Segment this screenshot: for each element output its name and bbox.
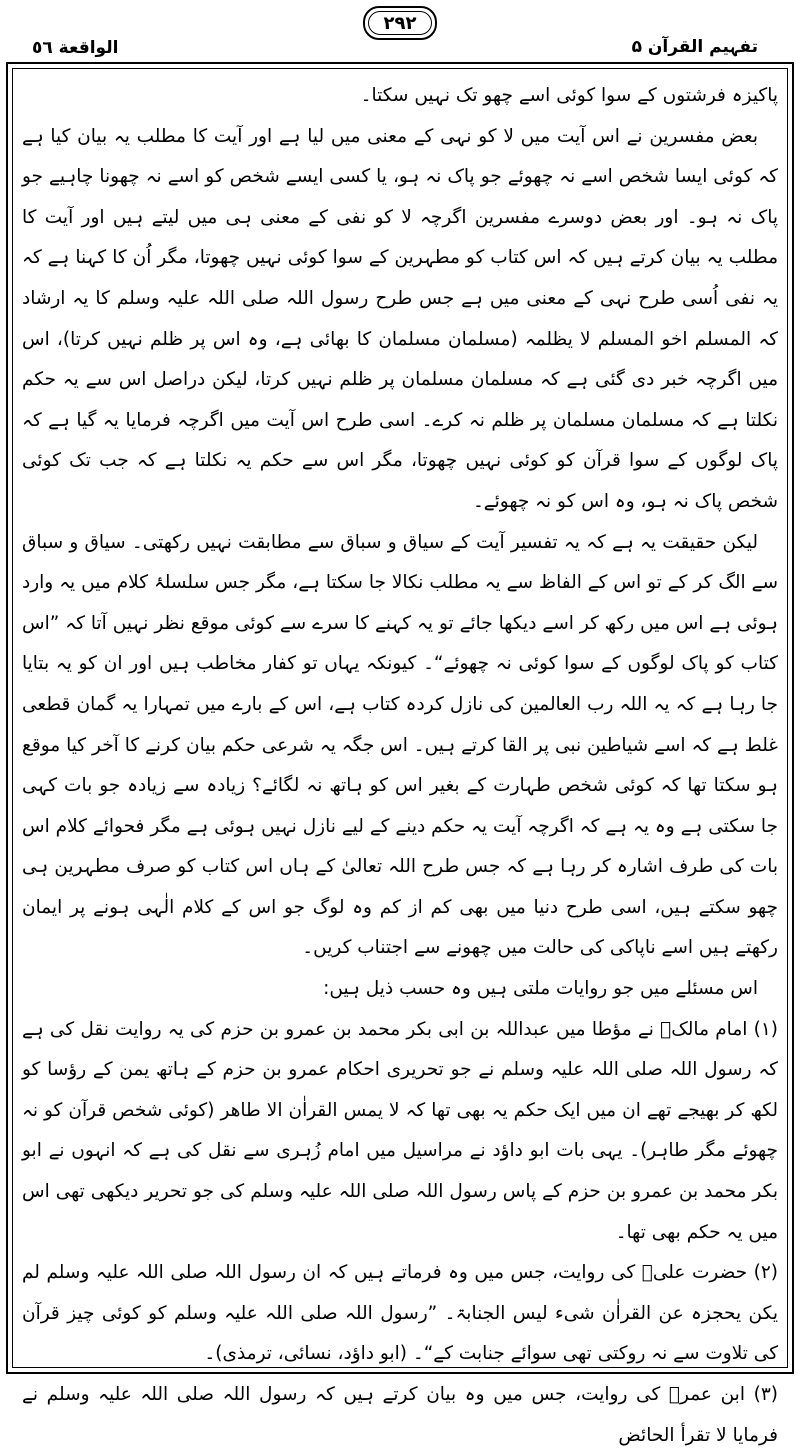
book-title: تفہیم القرآن ۵ bbox=[631, 37, 758, 57]
page-number-ornament bbox=[363, 6, 437, 40]
page-number: ٢٩٢ bbox=[383, 12, 417, 34]
page-body bbox=[22, 76, 778, 1446]
paragraph-context: لیکن حقیقت یہ ہے کہ یہ تفسیر آیت کے سیاق و سباق سے مطابقت نہیں رکھتی۔ سیاق و سباق سے الگ کر کے تو اس کے الفاظ سے یہ مطلب نکالا جا سکتا ہے، مگر جس سلسلۂ کلام میں یہ وارد ہوئی ہے اس میں رکھ کر اسے دیکھا جائے تو یہ کہنے کا سرے سے کوئی موقع نظر نہیں آتا کہ ”اس کتاب کو پاک لوگوں کے سوا کوئی نہ چھوئے“۔ کیونکہ یہاں تو کفار مخاطب ہیں اور ان کو یہ بتایا جا رہا ہے کہ یہ اللہ رب العالمین کی نازل کردہ کتاب ہے، اس کے بارے میں تمہارا یہ گمان قطعی غلط ہے کہ اسے شیاطین نبی پر القا کرتے ہیں۔ اس جگہ یہ شرعی حکم بیان کرنے کا آخر کیا موقع ہو سکتا تھا کہ کوئی شخص طہارت کے بغیر اس کو ہاتھ نہ لگائے؟ زیادہ سے زیادہ جو بات کہی جا سکتی ہے وہ یہ ہے کہ اگرچہ آیت یہ حکم دینے کے لیے نازل نہیں ہوئی ہے مگر فحوائے کلام اس بات کی طرف اشارہ کر رہا ہے کہ جس طرح اللہ تعالیٰ کے ہاں اس کتاب کو صرف مطہرین ہی چھو سکتے ہیں، اسی طرح دنیا میں بھی کم از کم وہ لوگ جو اس کے کلام الٰہی ہونے پر ایمان رکھتے ہیں اسے ناپاکی کی حالت میں چھونے سے اجتناب کریں۔ bbox=[22, 531, 778, 959]
page-header bbox=[0, 0, 800, 60]
narration-2: (۲) حضرت علیؓ کی روایت، جس میں وہ فرماتے ہیں کہ ان رسول اللہ صلی اللہ علیہ وسلم لم یکن یحجزہ عن القراٰن شیء لیس الجنابۃ۔ ”رسول اللہ صلی اللہ علیہ وسلم کو کوئی چیز قرآن کی تلاوت سے نہ روکتی تھی سوائے جنابت کے“۔ (ابو داؤد، نسائی، ترمذی)۔ bbox=[22, 1262, 778, 1365]
paragraph-intro: پاکیزہ فرشتوں کے سوا کوئی اسے چھو تک نہیں سکتا۔ bbox=[360, 85, 778, 106]
paragraph-narrations-intro: اس مسئلے میں جو روایات ملتی ہیں وہ حسب ذیل ہیں: bbox=[323, 978, 758, 1000]
paragraph-commentators: بعض مفسرین نے اس آیت میں لا کو نہی کے معنی میں لیا ہے اور آیت کا مطلب یہ بیان کیا ہے کہ کوئی ایسا شخص اسے نہ چھوئے جو پاک نہ ہو، یا کسی ایسے شخص کو اسے نہ چھونا چاہیے جو پاک نہ ہو۔ اور بعض دوسرے مفسرین اگرچہ لا کو نفی کے معنی ہی میں لیتے ہیں اور آیت کا مطلب یہ بیان کرتے ہیں کہ اس کتاب کو مطہرین کے سوا کوئی نہیں چھوتا، مگر اُن کا کہنا ہے کہ یہ نفی اُسی طرح نہی کے معنی میں ہے جس طرح رسول اللہ صلی اللہ علیہ وسلم کا یہ ارشاد کہ المسلم اخو المسلم لا یظلمہ (مسلمان مسلمان کا بھائی ہے، وہ اس پر ظلم نہیں کرتا)، اس میں اگرچہ خبر دی گئی ہے کہ مسلمان مسلمان پر ظلم نہیں کرتا، لیکن دراصل اس سے یہ حکم نکلتا ہے کہ مسلمان مسلمان پر ظلم نہ کرے۔ اسی طرح اس آیت میں اگرچہ فرمایا یہ گیا ہے کہ پاک لوگوں کے سوا قرآن کو کوئی نہیں چھوتا، مگر اس سے حکم یہ نکلتا ہے کہ جب تک کوئی شخص پاک نہ ہو، وہ اس کو نہ چھوئے۔ bbox=[22, 125, 778, 512]
narration-3: (۳) ابن عمرؓ کی روایت، جس میں وہ بیان کرتے ہیں کہ رسول اللہ صلی اللہ علیہ وسلم نے فرمایا لا تقرأ الحائض bbox=[22, 1384, 778, 1446]
narration-1: (۱) امام مالکؒ نے مؤطا میں عبداللہ بن ابی بکر محمد بن عمرو بن حزم کی یہ روایت نقل کی ہے کہ رسول اللہ صلی اللہ علیہ وسلم نے جو تحریری احکام عمرو بن حزم کے ہاتھ یمن کے رؤسا کو لکھ کر بھیجے تھے ان میں ایک حکم یہ بھی تھا کہ لا یمس القراٰن الا طاھر (کوئی شخص قرآن کو نہ چھوئے مگر طاہر)۔ یہی بات ابو داؤد نے مراسیل میں امام زُہری سے نقل کی ہے کہ انہوں نے ابو بکر محمد بن عمرو بن حزم کے پاس رسول اللہ صلی اللہ علیہ وسلم کی جو تحریر دیکھی تھی اس میں یہ حکم بھی تھا۔ bbox=[22, 1018, 778, 1243]
surah-name: الواقعة ٥٦ bbox=[32, 38, 119, 58]
